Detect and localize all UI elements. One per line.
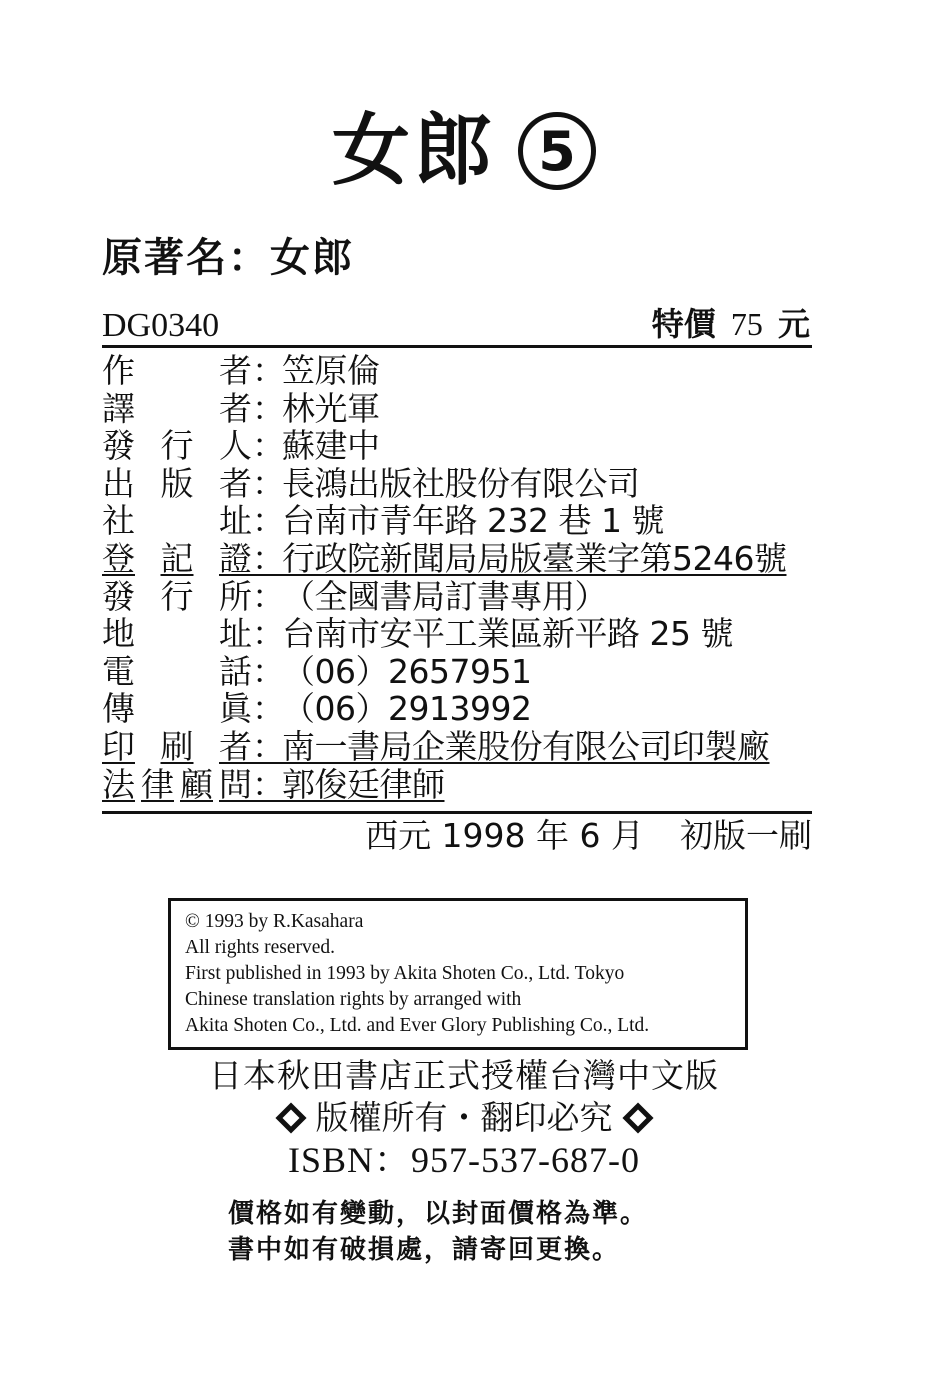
rights-row xyxy=(0,1098,928,1138)
info-colon: ： xyxy=(252,576,285,616)
info-label xyxy=(102,352,252,390)
info-label xyxy=(102,465,252,503)
notice xyxy=(228,1196,648,1268)
info-colon: ： xyxy=(252,726,285,766)
info-colon: ： xyxy=(252,764,285,804)
info-label xyxy=(102,578,252,616)
info-colon: ： xyxy=(252,426,285,466)
copyright-line: First published in 1993 by Akita Shoten Co., Ltd. Tokyo xyxy=(185,963,625,984)
info-label-char: 地 xyxy=(102,614,135,654)
info-label-char: 刷 xyxy=(160,726,194,766)
info-value: 南一書局企業股份有限公司印製廠 xyxy=(282,726,770,766)
copyright-line: © 1993 by R.Kasahara xyxy=(185,911,364,932)
info-value: 長鴻出版社股份有限公司 xyxy=(282,463,640,503)
info-label-char: 行 xyxy=(160,576,194,616)
info-row xyxy=(102,615,814,653)
info-row xyxy=(102,578,814,616)
info-row xyxy=(102,540,814,578)
info-label-char: 所 xyxy=(219,576,252,616)
info-value: 行政院新聞局局版臺業字第5246號 xyxy=(282,538,787,578)
info-colon: ： xyxy=(252,614,285,654)
book-title: 女郎 xyxy=(331,106,496,196)
info-label-char: 問 xyxy=(219,764,252,804)
info-label xyxy=(102,615,252,653)
info-label xyxy=(102,502,252,540)
product-code: DG0340 xyxy=(102,307,220,344)
info-label-char: 者 xyxy=(219,388,252,428)
authorization-statement: 日本秋田書店正式授權台灣中文版 xyxy=(209,1056,719,1095)
copyright-line: Akita Shoten Co., Ltd. and Ever Glory Publishing Co., Ltd. xyxy=(185,1015,650,1036)
info-colon: ： xyxy=(252,689,285,729)
info-label-char: 律 xyxy=(141,764,174,804)
info-label-char: 發 xyxy=(102,426,135,466)
isbn: ISBN：957-537-687-0 xyxy=(288,1140,640,1180)
info-colon: ： xyxy=(252,463,285,503)
info-label xyxy=(102,540,252,578)
info-label-char: 眞 xyxy=(219,689,252,729)
info-row xyxy=(102,653,814,691)
info-label-char: 行 xyxy=(160,426,194,466)
info-value: 林光軍 xyxy=(282,388,380,428)
info-row xyxy=(102,690,814,728)
rights-statement: 版權所有・翻印必究 xyxy=(315,1098,613,1137)
info-label-char: 譯 xyxy=(102,388,135,428)
edition-print: 初版一刷 xyxy=(680,816,812,855)
info-colon: ： xyxy=(252,651,285,691)
volume-number: 5 xyxy=(538,119,576,183)
price-unit: 元 xyxy=(777,305,810,343)
info-value: 台南市青年路 232 巷 1 號 xyxy=(282,501,664,541)
info-label-char: 址 xyxy=(219,501,252,541)
price-amount: 75 xyxy=(730,306,763,342)
info-value: （06）2657951 xyxy=(282,651,532,691)
info-value: （06）2913992 xyxy=(282,689,532,729)
info-value: 蘇建中 xyxy=(282,426,380,466)
price xyxy=(652,304,810,344)
info-label-char: 電 xyxy=(102,651,135,691)
volume-number-badge xyxy=(518,112,596,190)
info-label-char: 者 xyxy=(219,351,252,390)
info-row xyxy=(102,352,814,390)
diamond-icon xyxy=(275,1102,306,1133)
info-label-char: 傳 xyxy=(102,689,135,729)
diamond-icon xyxy=(622,1102,653,1133)
info-label xyxy=(102,427,252,465)
edition-date: 西元 1998 年 6 月 xyxy=(365,816,644,855)
notice-line: 價格如有變動，以封面價格為準。 xyxy=(228,1199,649,1229)
info-label-char: 社 xyxy=(102,501,135,541)
info-value: 郭俊廷律師 xyxy=(282,764,445,804)
info-colon: ： xyxy=(252,538,285,578)
info-row xyxy=(102,502,814,540)
info-label-char: 版 xyxy=(160,463,194,503)
info-label-char: 證 xyxy=(219,538,252,578)
info-label-char: 作 xyxy=(102,351,135,390)
info-label-char: 出 xyxy=(102,463,135,503)
info-row xyxy=(102,728,814,766)
book-title-row xyxy=(0,106,928,196)
info-value: （全國書局訂書專用） xyxy=(282,576,607,616)
original-title: 原著名：女郎 xyxy=(102,235,354,281)
price-prefix: 特價 xyxy=(651,305,716,343)
top-divider xyxy=(102,345,812,348)
info-row xyxy=(102,766,814,804)
info-colon: ： xyxy=(252,501,285,541)
edition-line xyxy=(365,816,812,856)
copyright-box xyxy=(168,898,748,1050)
info-label-char: 人 xyxy=(219,426,252,466)
info-label-char: 者 xyxy=(219,463,252,503)
copyright-line: All rights reserved. xyxy=(185,937,336,958)
info-label xyxy=(102,766,252,804)
info-label xyxy=(102,390,252,428)
info-label xyxy=(102,728,252,766)
copyright-line: Chinese translation rights by arranged with xyxy=(185,989,522,1010)
info-label-char: 記 xyxy=(160,538,194,578)
info-label xyxy=(102,690,252,728)
info-value: 笠原倫 xyxy=(282,351,380,390)
publication-info-list xyxy=(102,352,814,803)
info-label-char: 發 xyxy=(102,576,135,616)
info-label-char: 者 xyxy=(219,726,252,766)
notice-line: 書中如有破損處，請寄回更換。 xyxy=(228,1235,621,1265)
info-row xyxy=(102,427,814,465)
info-value: 台南市安平工業區新平路 25 號 xyxy=(282,614,733,654)
info-label-char: 登 xyxy=(102,538,135,578)
info-label-char: 法 xyxy=(102,764,135,804)
info-label-char: 印 xyxy=(102,726,135,766)
info-row xyxy=(102,465,814,503)
info-colon: ： xyxy=(252,351,285,390)
info-label-char: 話 xyxy=(219,651,252,691)
info-colon: ： xyxy=(252,388,285,428)
info-label-char: 址 xyxy=(219,614,252,654)
bottom-divider xyxy=(102,811,812,814)
info-label-char: 顧 xyxy=(180,764,213,804)
info-label xyxy=(102,653,252,691)
info-row xyxy=(102,390,814,428)
